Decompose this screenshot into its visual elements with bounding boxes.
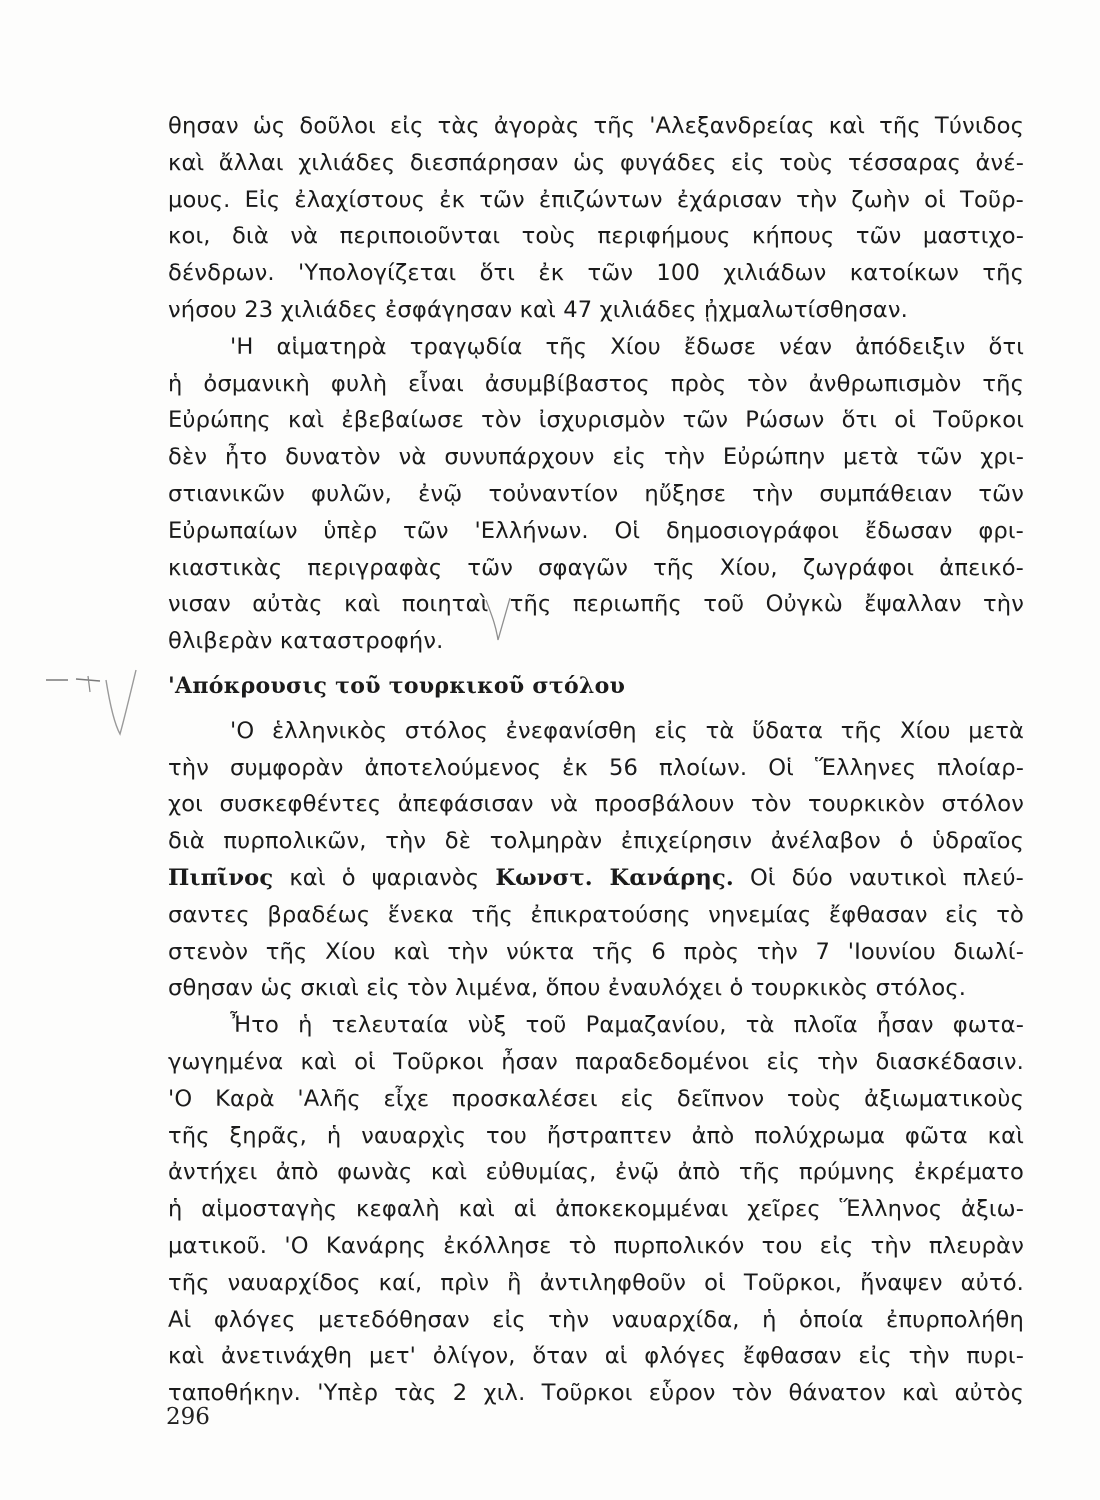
text-line: τῆς ξηρᾶς, ἡ ναυαρχὶς του ἤστραπτεν ἀπὸ πολύχρωμα φῶτα καὶ: [168, 1122, 1024, 1149]
text-line: δὲν ἦτο δυνατὸν νὰ συνυπάρχουν εἰς τὴν Εὐρώπην μετὰ τῶν χρι-: [168, 444, 1024, 471]
body-text: [168, 108, 1024, 1412]
bold-name-kanaris: Κωνστ. Κανάρης.: [495, 864, 734, 891]
text-line: ταποθήκην. 'Υπὲρ τὰς 2 χιλ. Τοῦρκοι εὗρον τὸν θάνατον καὶ αὐτὸς: [168, 1380, 1024, 1407]
margin-pencil-mark: [40, 650, 140, 750]
text-line: μους. Εἰς ἐλαχίστους ἐκ τῶν ἐπιζώντων ἐχάρισαν τὴν ζωὴν οἱ Τοῦρ-: [168, 186, 1024, 213]
text-line: νήσου 23 χιλιάδες ἐσφάγησαν καὶ 47 χιλιάδες ᾐχμαλωτίσθησαν.: [168, 296, 908, 323]
text-line: 'Η αἱματηρὰ τραγῳδία τῆς Χίου ἔδωσε νέαν ἀπόδειξιν ὅτι: [230, 333, 1024, 360]
text-line-with-names: [168, 860, 1024, 897]
text-line: στενὸν τῆς Χίου καὶ τὴν νύκτα τῆς 6 πρὸς τὴν 7 'Ιουνίου διωλί-: [168, 938, 1024, 965]
text-line: Αἱ φλόγες μετεδόθησαν εἰς τὴν ναυαρχίδα, ἡ ὁποία ἐπυρπολήθη: [168, 1306, 1024, 1333]
text-line: τὴν συμφορὰν ἀποτελούμενος ἐκ 56 πλοίων. Οἱ Ἕλληνες πλοίαρ-: [168, 754, 1024, 781]
text-line: Εὐρωπαίων ὑπὲρ τῶν 'Ελλήνων. Οἱ δημοσιογράφοι ἔδωσαν φρι-: [168, 517, 1024, 544]
text-line: 'Ο ἑλληνικὸς στόλος ἐνεφανίσθη εἰς τὰ ὕδατα τῆς Χίου μετὰ: [230, 717, 1024, 744]
text-line: σθησαν ὡς σκιαὶ εἰς τὸν λιμένα, ὅπου ἐναυλόχει ὁ τουρκικὸς στόλος.: [168, 975, 967, 1002]
text-line: καὶ ἄλλαι χιλιάδες διεσπάρησαν ὡς φυγάδες εἰς τοὺς τέσσαρας ἀνέ-: [168, 149, 1024, 176]
text-line: νισαν αὐτὰς καὶ ποιηταὶ τῆς περιωπῆς τοῦ Οὐγκὼ ἔψαλλαν τὴν: [168, 591, 1024, 618]
text-fragment: καὶ ὁ ψαριανὸς: [273, 864, 496, 891]
text-line: ματικοῦ. 'Ο Κανάρης ἐκόλλησε τὸ πυρπολικόν του εἰς τὴν πλευρὰν: [168, 1232, 1024, 1259]
text-line: Ἦτο ἡ τελευταία νὺξ τοῦ Ραμαζανίου, τὰ πλοῖα ἦσαν φωτα-: [230, 1012, 1024, 1039]
text-line: ἡ ὀσμανικὴ φυλὴ εἶναι ἀσυμβίβαστος πρὸς τὸν ἀνθρωπισμὸν τῆς: [168, 370, 1024, 397]
text-line: σαντες βραδέως ἕνεκα τῆς ἐπικρατούσης νηνεμίας ἔφθασαν εἰς τὸ: [168, 901, 1024, 928]
text-line: διὰ πυρπολικῶν, τὴν δὲ τολμηρὰν ἐπιχείρησιν ἀνέλαβον ὁ ὑδραῖος: [168, 828, 1024, 855]
text-line: τῆς ναυαρχίδος καί, πρὶν ἢ ἀντιληφθοῦν οἱ Τοῦρκοι, ἤναψεν αὐτό.: [168, 1269, 1024, 1296]
text-line: ἡ αἱμοσταγὴς κεφαλὴ καὶ αἱ ἀποκεκομμέναι χεῖρες Ἕλληνος ἀξιω-: [168, 1196, 1024, 1223]
text-line: δένδρων. 'Υπολογίζεται ὅτι ἐκ τῶν 100 χιλιάδων κατοίκων τῆς: [168, 260, 1024, 287]
text-line: κοι, διὰ νὰ περιποιοῦνται τοὺς περιφήμους κήπους τῶν μαστιχο-: [168, 223, 1024, 250]
text-line: χοι συσκεφθέντες ἀπεφάσισαν νὰ προσβάλουν τὸν τουρκικὸν στόλον: [168, 791, 1024, 818]
page-number: 296: [166, 1404, 210, 1430]
text-line: κιαστικὰς περιγραφὰς τῶν σφαγῶν τῆς Χίου, ζωγράφοι ἀπεικό-: [168, 554, 1024, 581]
text-line: 'Ο Καρὰ 'Αλῆς εἶχε προσκαλέσει εἰς δεῖπνον τοὺς ἀξιωματικοὺς: [168, 1085, 1024, 1112]
text-line: ἀντήχει ἀπὸ φωνὰς καὶ εὐθυμίας, ἐνῷ ἀπὸ τῆς πρύμνης ἐκρέματο: [168, 1159, 1024, 1186]
text-line: στιανικῶν φυλῶν, ἐνῷ τοὐναντίον ηὔξησε τὴν συμπάθειαν τῶν: [168, 480, 1024, 507]
text-line: θησαν ὡς δοῦλοι εἰς τὰς ἀγορὰς τῆς 'Αλεξανδρείας καὶ τῆς Τύνιδος: [168, 113, 1024, 139]
text-fragment: Οἱ δύο ναυτικοὶ πλεύ-: [733, 864, 1024, 891]
text-line: καὶ ἀνετινάχθη μετ' ὀλίγον, ὅταν αἱ φλόγες ἔφθασαν εἰς τὴν πυρι-: [168, 1343, 1024, 1370]
section-heading: 'Απόκρουσις τοῦ τουρκικοῦ στόλου: [168, 672, 626, 699]
text-line: Εὐρώπης καὶ ἐβεβαίωσε τὸν ἰσχυρισμὸν τῶν Ρώσων ὅτι οἱ Τοῦρκοι: [168, 407, 1024, 434]
text-line: γωγημένα καὶ οἱ Τοῦρκοι ἦσαν παραδεδομένοι εἰς τὴν διασκέδασιν.: [168, 1048, 1024, 1075]
bold-name-pipinos: Πιπῖνος: [168, 864, 274, 891]
text-line: θλιβερὰν καταστροφήν.: [168, 628, 444, 655]
